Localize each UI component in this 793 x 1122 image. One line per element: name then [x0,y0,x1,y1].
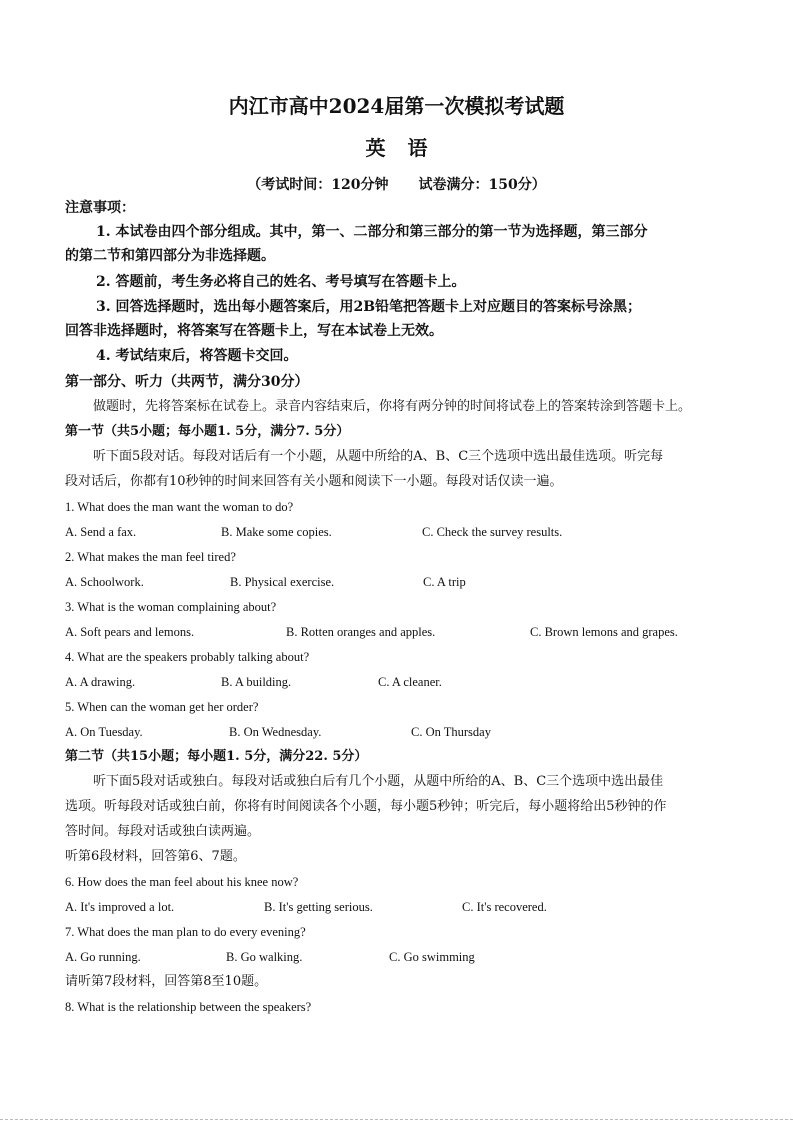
option-a: A. It's improved a lot. [65,900,175,914]
section2-heading: 第二节（共15小题；每小题1. 5分，满分22. 5分） [65,749,368,764]
notice-item-3a: 3. 回答选择题时，选出每小题答案后，用2B铅笔把答题卡上对应题目的答案标号涂黑； [96,299,642,315]
option-b: B. A building. [221,675,292,689]
material-6-note: 听第6段材料，回答第6、7题。 [65,849,246,864]
question-2: 2. What makes the man feel tired? [65,550,236,564]
section1-intro-a: 听下面5段对话。每段对话后有一个小题，从题中所给的A、B、C三个选项中选出最佳选项。听完每 [93,449,664,464]
notice-heading: 注意事项： [65,200,135,216]
material-7-note: 请听第7段材料，回答第8至10题。 [65,974,268,989]
notice-item-2: 2. 答题前，考生务必将自己的姓名、考号填写在答题卡上。 [96,274,466,290]
exam-info [0,174,793,194]
option-a: A. Send a fax. [65,525,137,539]
option-a: A. Go running. [65,950,141,964]
section1-intro-b: 段对话后，你都有10秒钟的时间来回答有关小题和阅读下一小题。每段对话仅读一遍。 [65,474,563,489]
section2-intro-c: 答时间。每段对话或独白读两遍。 [65,824,261,839]
notice-item-1b: 的第二节和第四部分为非选择题。 [65,248,275,264]
notice-item-4: 4. 考试结束后，将答题卡交回。 [96,348,298,364]
option-b: B. Rotten oranges and apples. [286,625,436,639]
option-c: C. On Thursday [411,725,491,739]
option-a: A. A drawing. [65,675,136,689]
option-b: B. Make some copies. [221,525,332,539]
question-5: 5. When can the woman get her order? [65,700,259,714]
page-bottom-divider [0,1119,793,1120]
question-4: 4. What are the speakers probably talking about? [65,650,310,664]
exam-subject: 英语 [365,136,450,160]
section1-heading: 第一节（共5小题；每小题1. 5分，满分7. 5分） [65,424,350,439]
exam-time: （考试时间：120分钟 [247,177,389,193]
option-b: B. Physical exercise. [230,575,335,589]
part1-intro: 做题时，先将答案标在试卷上。录音内容结束后，你将有两分钟的时间将试卷上的答案转涂到答题卡上。 [93,399,692,414]
option-b: B. On Wednesday. [229,725,322,739]
exam-title: 内江市高中2024届第一次模拟考试题 [228,94,565,118]
notice-item-1a: 1. 本试卷由四个部分组成。其中，第一、二部分和第三部分的第一节为选择题，第三部分 [96,224,648,240]
question-6: 6. How does the man feel about his knee now? [65,875,299,889]
notice-item-3b: 回答非选择题时，将答案写在答题卡上，写在本试卷上无效。 [65,323,443,339]
question-8: 8. What is the relationship between the speakers? [65,1000,312,1014]
question-7: 7. What does the man plan to do every evening? [65,925,306,939]
section2-intro-b: 选项。听每段对话或独白前，你将有时间阅读各个小题，每小题5秒钟；听完后，每小题将给出5秒钟的作 [65,799,667,814]
question-1: 1. What does the man want the woman to do? [65,500,294,514]
exam-score: 试卷满分：150分） [418,177,546,193]
option-b: B. It's getting serious. [264,900,373,914]
question-3: 3. What is the woman complaining about? [65,600,277,614]
option-c: C. Check the survey results. [422,525,563,539]
option-c: C. Go swimming [389,950,475,964]
option-a: A. Soft pears and lemons. [65,625,195,639]
option-c: C. A trip [423,575,466,589]
option-b: B. Go walking. [226,950,303,964]
option-a: A. On Tuesday. [65,725,143,739]
option-c: C. It's recovered. [462,900,547,914]
option-c: C. A cleaner. [378,675,442,689]
section2-intro-a: 听下面5段对话或独白。每段对话或独白后有几个小题，从题中所给的A、B、C三个选项中选出最佳 [93,774,664,789]
option-c: C. Brown lemons and grapes. [530,625,678,639]
option-a: A. Schoolwork. [65,575,144,589]
part1-heading: 第一部分、听力（共两节，满分30分） [65,374,309,390]
